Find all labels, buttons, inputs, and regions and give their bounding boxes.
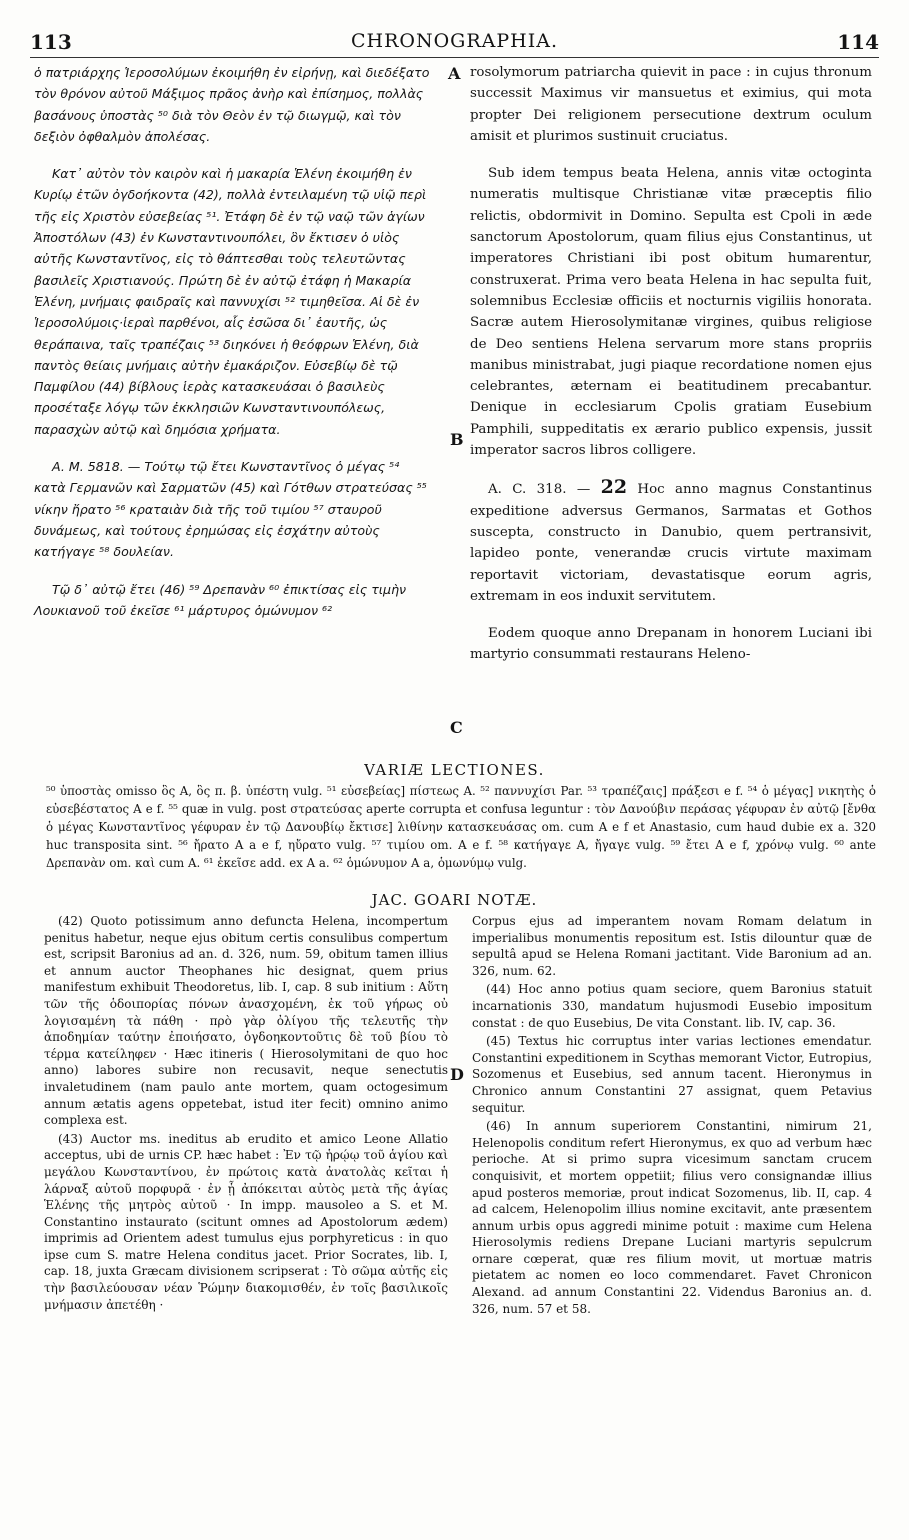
latin-paragraph-year: [470, 477, 872, 607]
greek-column: [34, 62, 434, 637]
note: (44) Hoc anno potius quam seciore, quem Baronius statuit incarnationis 330, mandatum hujusmodi Eusebio impositum constat : de quo Eusebius, De vita Constant. lib. IV, cap. 36.: [472, 982, 872, 1030]
latin-paragraph: rosolymorum patriarcha quievit in pace : in cujus thronum successit Maximus vir mansuetus et eximius, qui mota propter Dei religionem persecutione dextrum oculum amisit et plurimos sustinuit cruciatus.: [470, 65, 872, 144]
notes-heading: JAC. GOARI NOTÆ.: [371, 891, 538, 909]
header-rule: [30, 57, 879, 58]
note: (45) Textus hic corruptus inter varias lectiones emendatur. Constantini expeditionem in Scythas memorant Victor, Eutropius, Sozomenus et Eusebius, sed annum tacent. Hieronymus in Chronico annum Constantini 27 assignat, quem Petavius sequitur.: [472, 1034, 872, 1115]
margin-letter-c: C: [450, 718, 463, 737]
page-number-left: 113: [30, 30, 72, 54]
margin-letter-d: D: [450, 1065, 464, 1084]
note: (46) In annum superiorem Constantini, nimirum 21, Helenopolis conditum refert Hieronymus, ex quo ad verbum hæc perioche. At si primo supra vicesimum sanctam crucem conquisivit, et mortem oppetiit; filius vero consignandæ illius apud posteros memoriæ, prout indicat Sozomenus, lib. II, cap. 4 ad calcem, Helenopolim illius nomine excitavit, ante præsentem annum urbis opus aggredi minime potuit : maxime cum Helena Hierosolymis rediens Drepane Luciani martyris sepulcrum ornare cœperat, quæ res filium movit, ut mortuæ matris pietatem ac nomen eo loco commendaret. Favet Chronicon Alexand. ad annum Constantini 22. Videndus Baronius an. d. 326, num. 57 et 58.: [472, 1119, 872, 1316]
margin-letter-b: B: [450, 430, 464, 449]
latin-paragraph: Eodem quoque anno Drepanam in honorem Luciani ibi martyrio consummati restaurans Heleno-: [470, 626, 872, 663]
variae-text: ⁵⁰ ὑποστὰς omisso ὃς A, ὃς π. β. ὑπέστη vulg. ⁵¹ εὐσεβείας] πίστεως A. ⁵² παννυχίσι Par. ⁵³ τραπέζαις] πράξεσι e f. ⁵⁴ ὁ μέγας] νικητὴς ὁ εὐσεβέστατος A e f. ⁵⁵ quæ in vulg. post στρατεύσας aperte corrupta et confusa leguntur : τὸν Δανούβιν περάσας γέφυραν ἐν αὐτῷ [ἔνθα ὁ μέγας Κωνσταντῖνος γέφυραν ἐν τῷ Δανουβίῳ ἔκτισε] λιθίνην κατασκευάσας om. cum A e f et Anastasio, cum haud dubie ex a. 320 huc transposita sint. ⁵⁶ ἤρατο A a e f, ηὔρατο vulg. ⁵⁷ τιμίου om. A e f. ⁵⁸ κατήγαγε A, ἤγαγε vulg. ⁵⁹ ἔτει A e f, χρόνῳ vulg. ⁶⁰ ante Δρεπανὰν om. καὶ cum A. ⁶¹ ἐκεῖσε add. ex A a. ⁶² ὁμώνυμον A a, ὁμωνύμῳ vulg.: [46, 784, 876, 870]
chapter-number: 22: [600, 476, 628, 499]
note-continuation: Corpus ejus ad imperantem novam Romam delatum in imperialibus monumentis repositum est. Istis dilountur quæ de sepultâ apud se Helena Romani jactitant. Vide Baronium ad an. 326, num. 62.: [472, 914, 872, 978]
latin-text: Hoc anno magnus Constantinus expeditione adversus Germanos, Sarmatas et Gothos suscepta, constructo in Danubio, quem pertransivit, lapideo ponte, venerandæ crucis virtute maximam reportavit victoriam, devastatisque eorum agris, extremam in eos induxit servitutem.: [470, 482, 872, 604]
greek-paragraph: A. M. 5818. — Τούτῳ τῷ ἔτει Κωνσταντῖνος ὁ μέγας ⁵⁴ κατὰ Γερμανῶν καὶ Σαρματῶν (45) καὶ Γότθων στρατεύσας ⁵⁵ νίκην ἤρατο ⁵⁶ κραταιὰν διὰ τῆς τοῦ τιμίου ⁵⁷ σταυροῦ δυνάμεως, καὶ τούτους ἐρημώσας εἰς ἐσχάτην αὐτοὺς κατήγαγε ⁵⁸ δουλείαν.: [34, 459, 427, 560]
page-number-right: 114: [837, 30, 879, 54]
greek-paragraph: Τῷ δ᾽ αὐτῷ ἔτει (46) ⁵⁹ Δρεπανὰν ⁶⁰ ἐπικτίσας εἰς τιμὴν Λουκιανοῦ τοῦ ἐκεῖσε ⁶¹ μάρτυρος ὁμώνυμον ⁶²: [34, 581, 407, 618]
year-label: A. C. 318. —: [488, 482, 591, 498]
running-title: CHRONOGRAPHIA.: [350, 30, 558, 52]
notes-right-column: [472, 913, 872, 1319]
notes-left-column: [44, 913, 448, 1315]
note: (42) Quoto potissimum anno defuncta Helena, incompertum penitus habetur, neque ejus obitum certis consulibus compertum est, scripsit Baronius ad an. d. 326, num. 59, obitum tamen illius et annum auctor Theophanes hic designat, quem prius manifestum exhibuit Theodoretus, lib. I, cap. 8 sub initium : Αὕτη τῶν τῆς ὁδοιπορίας πόνων ἀνασχομένη, ἐκ τοῦ γήρως οὐ λογισαμένη τὰ πάθη · πρὸ γὰρ ὀλίγου τῆς τελευτῆς τὴν ἀποδημίαν ταύτην ἐποιήσατο, ὀγδοηκοντοῦτις δὲ τοῦ βίου τὸ τέρμα κατείληφεν · Hæc itineris ( Hierosolymitani de quo hoc anno) labores subire non recusavit, neque senectutis invaletudinem (nam paulo ante mortem, quam octogesimum annum ætatis agens oppetebat, istud iter fecit) omnino animo complexa est.: [44, 914, 448, 1128]
note: (43) Auctor ms. ineditus ab erudito et amico Leone Allatio acceptus, ubi de urnis CP. hæc habet : Ἐν τῷ ἡρῴῳ τοῦ ἁγίου καὶ μεγάλου Κωνσταντίνου, ἐν πρώτοις κατὰ ἀνατολὰς κεῖται ἡ λάρναξ αὐτοῦ πορφυρᾶ · ἐν ᾗ ἀπόκειται αὐτὸς μετὰ τῆς ἁγίας Ἑλένης τῆς μητρὸς αὐτοῦ · In impp. mausoleo a S. et M. Constantino instaurato (scitunt omnes ad Apostolorum ædem) imprimis ad Orientem adest tumulus ejus porphyreticus : in quo ipse cum S. matre Helena conditus jacet. Prior Socrates, lib. I, cap. 18, juxta Græcam divisionem scripserat : Τὸ σῶμα αὐτῆς εἰς τὴν βασιλεύουσαν νέαν Ῥώμην διακομισθέν, ἐν τοῖς βασιλικοῖς μνήμασιν ἀπετέθη ·: [44, 1131, 448, 1312]
latin-column: [470, 62, 872, 682]
latin-paragraph: Sub idem tempus beata Helena, annis vitæ octoginta numeratis multisque Christianæ vitæ præceptis filio relictis, obdormivit in Domino. Sepulta est Cpoli in æde sanctorum Apostolorum, quam filius ejus Constantinus, ut imperatores Christiani ibi post obitum humarentur, construxerat. Prima vero beata Helena in hac sepulta fuit, solemnibus Ecclesiæ officiis et nocturnis vigiliis honorata. Sacræ autem Hierosolymitanæ virgines, quibus religiose de Deo sentiens Helena servarum more stans propriis manibus ministrabat, jugi piaque recordatione nomen ejus celebrantes, æternam ei beatitudinem precabantur. Denique in ecclesiarum Cpolis gratiam Eusebium Pamphili, suppeditatis ex ærario publico expensis, jussit imperator sacros libros colligere.: [470, 166, 872, 459]
greek-paragraph: ὁ πατριάρχης Ἱεροσολύμων ἐκοιμήθη ἐν εἰρήνῃ, καὶ διεδέξατο τὸν θρόνον αὐτοῦ Μάξιμος πρᾶος ἀνὴρ καὶ ἐπίσημος, πολλὰς βασάνους ὑποστὰς ⁵⁰ διὰ τὸν Θεὸν ἐν τῷ διωγμῷ, καὶ τὸν δεξιὸν ὀφθαλμὸν ἀπολέσας.: [34, 65, 430, 144]
greek-paragraph: Κατ᾽ αὐτὸν τὸν καιρὸν καὶ ἡ μακαρία Ἑλένη ἐκοιμήθη ἐν Κυρίῳ ἐτῶν ὀγδοήκοντα (42), πολλὰ ἐντειλαμένη τῷ υἱῷ περὶ τῆς εἰς Χριστὸν εὐσεβείας ⁵¹. Ἐτάφη δὲ ἐν τῷ ναῷ τῶν ἁγίων Ἀποστόλων (43) ἐν Κωνσταντινουπόλει, ὃν ἔκτισεν ὁ υἱὸς αὐτῆς Κωνσταντῖνος, εἰς τὸ θάπτεσθαι τοὺς τελευτῶντας βασιλεῖς Χριστιανούς. Πρώτη δὲ ἐν αὐτῷ ἐτάφη ἡ Μακαρία Ἑλένη, μνήμαις φαιδραῖς καὶ παννυχίσι ⁵² τιμηθεῖσα. Αἱ δὲ ἐν Ἱεροσολύμοις·ἱεραὶ παρθένοι, αἷς ἐσῶσα δι᾽ ἑαυτῆς, ὡς θεράπαινα, ταῖς τραπέζαις ⁵³ διηκόνει ἡ θεόφρων Ἑλένη, διὰ παντὸς θείαις μνήμαις αὐτὴν ἐμακάριζον. Εὐσεβίῳ δὲ τῷ Παμφίλου (44) βίβλους ἱερὰς κατασκευάσαι ὁ βασιλεὺς προσέταξε λόγῳ τῶν ἐκκλησιῶν Κωνσταντινουπόλεως, παρασχὼν αὐτῷ καὶ δημόσια χρήματα.: [34, 166, 427, 437]
margin-letter-a: A: [448, 64, 461, 83]
variae-heading: VARIÆ LECTIONES.: [364, 761, 545, 779]
running-header: [30, 30, 879, 56]
